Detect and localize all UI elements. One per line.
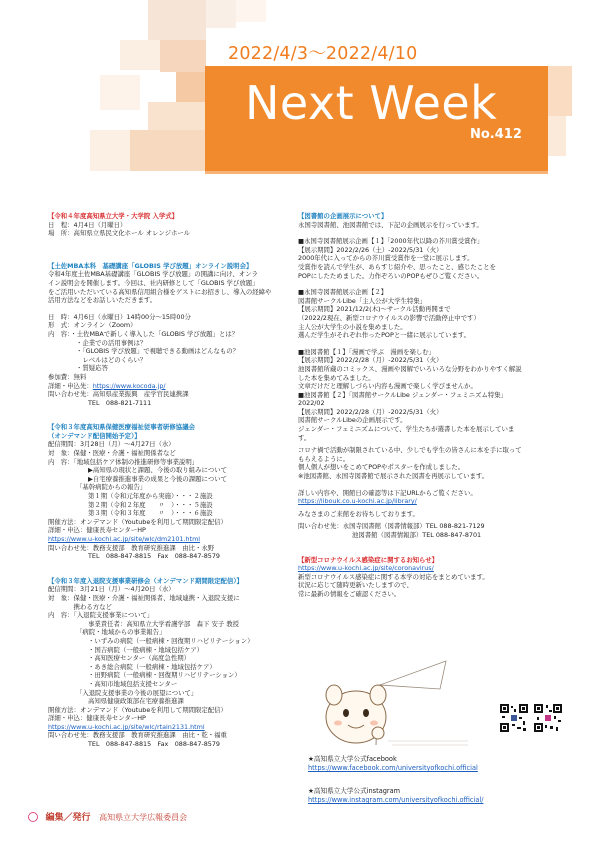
- issue-number: No.412: [470, 127, 522, 142]
- text-line: ・田野病院（一般病棟・回復期リハビリテーション）: [88, 671, 241, 680]
- text-line: ・質疑応答: [76, 364, 108, 373]
- text-line: す。: [298, 433, 311, 442]
- text-line: 2022/02: [298, 399, 325, 408]
- text-line: 詳しい内容や、開館日の確認等は下記URLからご覧ください。: [298, 488, 477, 497]
- left-column: [48, 212, 293, 749]
- text-line: 問い合わせ先：教務支援部 教育研究推進課 由比・永野: [48, 543, 215, 552]
- social-links: [308, 755, 568, 805]
- text-line: （2022/2現在、新型コロナウイルスの影響で活動停止中です）: [298, 313, 480, 322]
- footer: [28, 810, 328, 823]
- text-line: TEL 088-847-8815 Fax 088-847-8579: [88, 552, 221, 561]
- text-line: ▶自宅療養推進事業の成果と今後の課題について: [88, 474, 227, 483]
- text-line: 図書館サークルLibeの企画展示です。: [298, 416, 407, 425]
- detail-line: [48, 382, 293, 391]
- rtain-link[interactable]: https://www.u-kochi.ac.jp/site/wlc/rtain2131.html: [48, 722, 205, 731]
- text-line: 対 象：保健・医療・介護・福祉関係者など: [48, 449, 176, 458]
- text-line: 日 程：4月4日（月曜日）: [48, 220, 127, 229]
- right-column: [298, 212, 560, 599]
- facebook-link[interactable]: https://www.facebook.com/universityofkochi.official: [308, 764, 478, 772]
- text-line: 内 容：「地域包括ケア体制の推進研修等事業説明」: [48, 457, 199, 466]
- text-line: 配信期間：3月21日（月）〜4月20日（水）: [48, 585, 175, 594]
- text-line: ・国吉病院（一般病棟・地域包括ケア）: [88, 645, 204, 654]
- footer-editor-label: 編集／発行: [45, 813, 91, 823]
- text-line: コロナ禍で活動が制限されている中、少しでも学生の皆さんに本を手に取って: [298, 446, 522, 455]
- text-line: 高知県健康政策部在宅療養推進課: [88, 697, 184, 706]
- text-line: TEL 088-821-7111: [88, 398, 152, 407]
- text-line: した本を集めてみました。: [298, 373, 375, 382]
- text-line: 詳細・申込：健康長寿センターHP: [48, 526, 146, 535]
- text-line: 主人公が大学生の小説を集めました。: [298, 322, 407, 331]
- university-logo-icon: [28, 812, 38, 822]
- text-line: 配信期間：3月28日（月）〜4月27日（水）: [48, 440, 175, 449]
- text-line: をご活用いただいている高知県信用組合様をゲストにお招きし、導入の経緯や: [48, 287, 272, 296]
- date-range: 2022/4/3〜2022/4/10: [228, 44, 418, 64]
- facebook-label: ★高知県立大学公式facebook: [308, 755, 397, 763]
- text-line: 【展示期間】2021/12/2(木)〜サークル活動再開まで: [298, 305, 451, 314]
- text-line: 問い合わせ先：教務支援部 教育研究推進課 由比・乾・福重: [48, 731, 227, 740]
- section-heading-medical-training: 【令和３年度高知県保健医療福祉従事者研修協議会: [48, 423, 195, 432]
- text-line: 【展示期間】2022/2/28（月）-2022/5/31（火）: [298, 356, 443, 365]
- text-line: 開催方法：オンデマンド（Youtubeを利用して期間限定配信）: [48, 517, 227, 526]
- text-line: 第１期（令和元年度から実施）・・・２施設: [88, 492, 213, 501]
- text-line: 受賞作を読んで学生が、あらすじ紹介や、思ったこと、感じたことを: [298, 262, 496, 271]
- text-line: 日 時：4月6日（水曜日）14時00分〜15時00分: [48, 312, 191, 321]
- text-line: POPにしたためました。力作ぞろいのPOPもぜひご覧ください。: [298, 271, 484, 280]
- text-line: ・いずみの病院（一般病棟・回復期リハビリテーション）: [88, 636, 254, 645]
- exhibit-title: ■池図書館【１】「漫画で学ぶ 漫画を楽しむ」: [298, 347, 436, 356]
- text-line: 池図書館所蔵のコミックス、漫画や図解でいろいろな分野をわかりやすく解説: [298, 364, 522, 373]
- text-line: 個人個人が想いをこめてPOPやポスターを作成しました。: [298, 463, 465, 472]
- text-line: 問い合わせ先：高知県産業振興 産学官民連携課: [48, 390, 189, 399]
- text-line: 【展示期間】2022/2/26（土）-2022/5/31（火）: [298, 245, 443, 254]
- text-line: 【展示期間】2022/2/28（月）-2022/5/31（火）: [298, 407, 443, 416]
- instagram-link[interactable]: https://www.instagram.com/universityofkochi.official/: [308, 796, 484, 804]
- section-heading-mba-briefing: 【土佐MBA本科 基礎講座「GLOBIS 学び放題」オンライン説明会】: [48, 261, 253, 270]
- detail-label: 詳細・申込先：: [48, 381, 93, 390]
- text-line: 新型コロナウイルス感染症に関する本学の対応をまとめています。: [298, 572, 489, 581]
- text-line: 参加費：無料: [48, 372, 87, 381]
- exhibit-title: ■池図書館【２】「図書館サークルLibe ジェンダー・フェミニズム特集」: [298, 390, 508, 399]
- library-link[interactable]: https://libouk.co.u-kochi.ac.jp/library/: [298, 497, 417, 506]
- mascot-illustration: [318, 655, 473, 750]
- text-line: 問い合わせ先：永国寺図書館（図書情報部）TEL 088-821-7129: [298, 522, 485, 531]
- newsletter-title: Next Week: [245, 76, 498, 130]
- instagram-label: ★高知県立大学公式instagram: [308, 787, 401, 795]
- page-header: [0, 0, 595, 175]
- text-line: 活用方法などをお話しいただきます。: [48, 296, 157, 305]
- text-line: ・「GLOBIS 学び放題」で視聴できる動画はどんなもの？: [76, 347, 240, 356]
- instagram-qr-code: [534, 704, 562, 732]
- text-line: ・あき総合病院（一般病棟・地域包括ケア）: [88, 662, 216, 671]
- text-line: 第３期（令和３年度 〃 ）・・・６施設: [88, 509, 213, 518]
- text-line: 内 容：・土佐MBAで新しく導入した「GLOBIS 学び放題」とは？: [48, 329, 239, 338]
- facebook-qr-code: [500, 704, 528, 732]
- footer-organization: 高知県立大学広報委員会: [99, 813, 188, 822]
- text-line: TEL 088-847-8815 Fax 088-847-8579: [88, 740, 221, 749]
- text-line: 文章だけだと理解しづらい内容も漫画で楽しく学びませんか。: [298, 382, 477, 391]
- section-heading-covid: 【新型コロナウイルス感染症に関するお知らせ】: [298, 555, 439, 564]
- text-line: 2000年代に入ってからの芥川賞受賞作を一堂に展示します。: [298, 254, 474, 263]
- text-line: 内 容：「入退院支援事業について」: [48, 611, 154, 620]
- text-line: 「入退院支援事業の今後の展望について」: [76, 688, 198, 697]
- text-line: ・高知市地域包括支援センター: [88, 679, 178, 688]
- text-line: 状況に応じて随時更新いたしますので、: [298, 581, 413, 590]
- section-heading-library-exhibits: 【図書館の企画展示について】: [298, 212, 388, 220]
- text-line: 開催方法：オンデマンド（Youtubeを利用して期間限定配信）: [48, 705, 227, 714]
- text-line: みなさまのご来館をお待ちしております。: [298, 509, 419, 518]
- text-line: ▶高知県の現状と課題、今後の取り組みについて: [88, 466, 227, 475]
- text-line: 永国寺図書館、池図書館では、下記の企画展示を行っています。: [298, 220, 483, 229]
- text-line: 第２期（令和２年度 〃 ）・・・５施設: [88, 500, 213, 509]
- text-line: ・企業での活用事例は？: [76, 338, 147, 347]
- text-line: 事業責任者：高知県立大学看護学部 森下 安子 教授: [88, 619, 240, 628]
- exhibit-title: ■永国寺図書館展示企画【２】: [298, 288, 388, 297]
- text-line: 常に最新の情報をご確認ください。: [298, 589, 401, 598]
- text-line: 「基幹病院からの報告」: [76, 483, 147, 492]
- text-line: 対 象：保健・医療・介護・福祉関係者、地域連携・入退院支援に: [48, 593, 240, 602]
- text-line: ・高知医療センター（高度急性期）: [88, 654, 190, 663]
- text-line: ジェンダー・フェミニズムについて、学生たちが選書した本を展示していま: [298, 425, 515, 434]
- coronavirus-link[interactable]: https://www.u-kochi.ac.jp/site/coronavirus/: [298, 564, 434, 573]
- section-heading-entrance-ceremony: 【令和４年度高知県立大学・大学院 入学式】: [48, 212, 179, 220]
- section-heading-medical-training-2: （オンデマンド配信開始予定）】: [48, 431, 141, 440]
- text-line: 携わる方など: [48, 602, 112, 611]
- text-line: イン説明会を開催します。今回は、社内研修として「GLOBIS 学び放題」: [48, 278, 259, 287]
- text-line: 池図書館（図書情報部）TEL 088-847-8701: [352, 531, 482, 539]
- text-line: 形 式：オンライン（Zoom）: [48, 321, 137, 330]
- text-line: 図書館サークルLibe「主人公が大学生特集」: [298, 296, 427, 305]
- exhibit-title: ■永国寺図書館展示企画【１】「2000年代以降の芥川賞受賞作」: [298, 237, 484, 246]
- text-line: レベルはどのくらい？: [76, 355, 147, 364]
- text-line: もらえるように。: [298, 454, 350, 463]
- text-line: 令和4年度土佐MBA基礎講座「GLOBIS 学び放題」の開講に向け、オンラ: [48, 270, 258, 279]
- text-line: 詳細・申込：健康長寿センターHP: [48, 714, 146, 723]
- kocoda-link[interactable]: https://www.kocoda.jp/: [92, 381, 166, 390]
- text-line: ※池図書館、永国寺図書館で展示された図書を再展示しています。: [298, 472, 489, 481]
- header-underline: [205, 171, 548, 174]
- dm-link[interactable]: https://www.u-kochi.ac.jp/site/wlc/dm2101.html: [48, 535, 201, 543]
- text-line: 選んだ学生がそれぞれ作ったPOPと一緒に展示しています。: [298, 331, 470, 340]
- section-heading-discharge-support: 【令和３年度入退院支援事業研修会（オンデマンド期間限定配信）】: [48, 576, 243, 585]
- text-line: 場 所：高知県立県民文化ホール オレンジホール: [48, 229, 191, 238]
- text-line: 「病院・地域からの事業報告」: [76, 628, 166, 637]
